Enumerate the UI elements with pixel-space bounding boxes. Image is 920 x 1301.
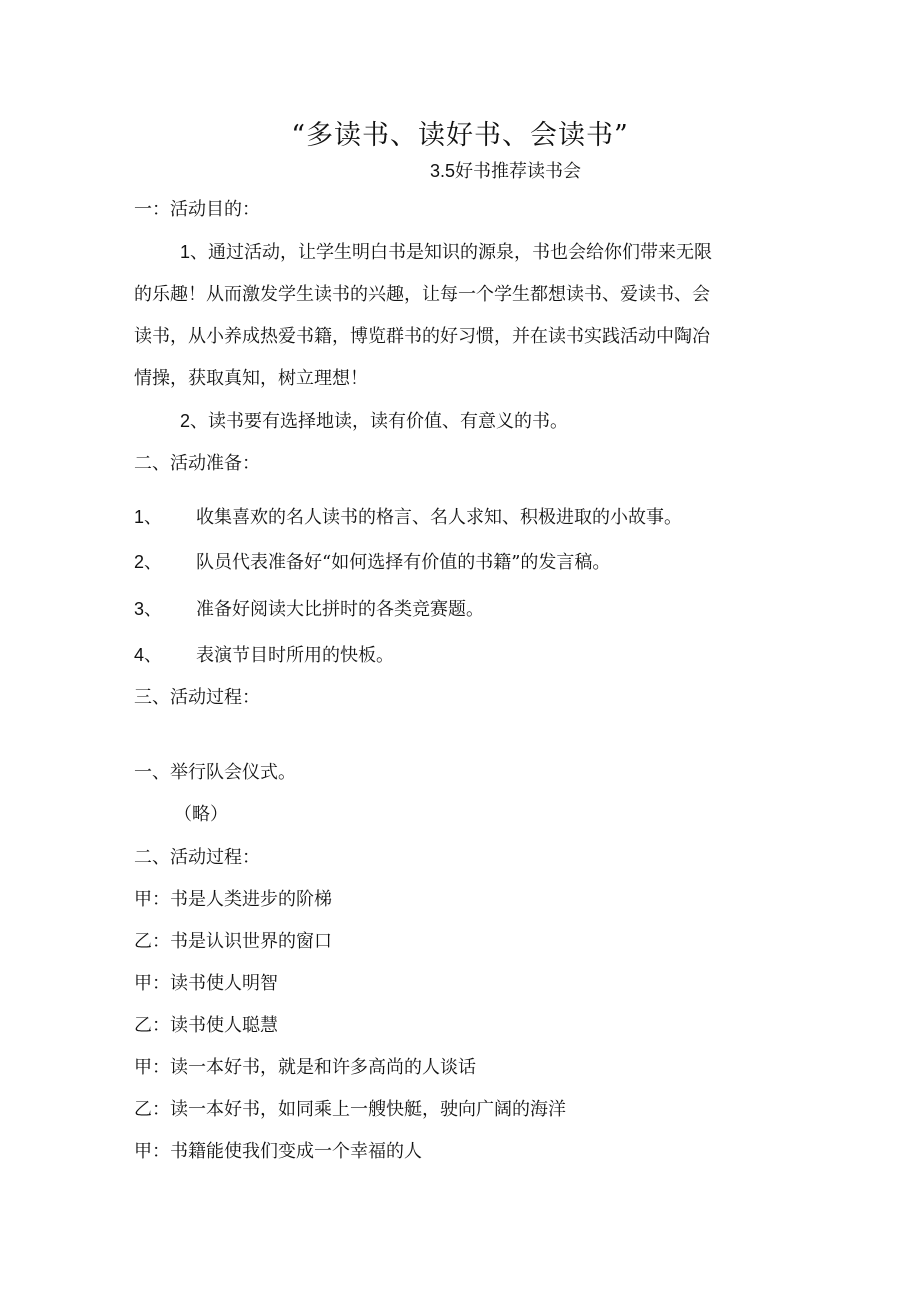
purpose-text: 、读书要有选择地读，读有价值、有意义的书。 xyxy=(190,411,569,432)
dialog-line: 乙：书是认识世界的窗口 xyxy=(134,931,332,952)
purpose-paragraph-1-line-4: 情操，获取真知，树立理想！ xyxy=(134,368,368,389)
process-step-ceremony: 一、举行队会仪式。 xyxy=(134,762,296,783)
document-subtitle xyxy=(430,157,581,183)
list-item-text: 队员代表准备好“如何选择有价值的书籍”的发言稿。 xyxy=(196,552,611,573)
purpose-paragraph-1-line-1 xyxy=(180,240,712,265)
purpose-paragraph-1-line-2: 的乐趣！从而激发学生读书的兴趣，让每一个学生都想读书、爱读书、会 xyxy=(134,284,710,305)
list-item xyxy=(134,597,484,622)
process-step-note: （略） xyxy=(174,804,228,825)
purpose-paragraph-1-line-3: 读书，从小养成热爱书籍，博览群书的好习惯，并在读书实践活动中陶冶 xyxy=(134,326,710,347)
list-item-number: 2、 xyxy=(134,552,163,572)
list-item-number: 1、 xyxy=(134,507,163,527)
list-item xyxy=(134,505,682,530)
dialog-line: 甲：书籍能使我们变成一个幸福的人 xyxy=(134,1141,422,1162)
dialog-line: 乙：读书使人聪慧 xyxy=(134,1015,278,1036)
section-heading-purpose: 一：活动目的： xyxy=(134,199,260,220)
purpose-paragraph-2 xyxy=(180,409,568,434)
dialog-line: 乙：读一本好书，如同乘上一艘快艇，驶向广阔的海洋 xyxy=(134,1099,566,1120)
list-item-number: 3、 xyxy=(134,599,163,619)
purpose-item-number: 1 xyxy=(180,242,191,262)
purpose-item-number: 2 xyxy=(180,411,191,431)
section-heading-preparation: 二、活动准备： xyxy=(134,453,260,474)
subtitle-text: 好书推荐读书会 xyxy=(455,161,582,182)
process-step-activity: 二、活动过程： xyxy=(134,847,260,868)
list-item xyxy=(134,643,394,668)
dialog-line: 甲：书是人类进步的阶梯 xyxy=(134,889,332,910)
subtitle-number: 3.5 xyxy=(430,161,456,181)
purpose-text: 、通过活动，让学生明白书是知识的源泉，书也会给你们带来无限 xyxy=(190,242,713,263)
list-item-text: 准备好阅读大比拼时的各类竞赛题。 xyxy=(196,599,484,620)
dialog-line: 甲：读一本好书，就是和许多高尚的人谈话 xyxy=(134,1057,476,1078)
section-heading-process: 三、活动过程： xyxy=(134,687,260,708)
list-item-text: 收集喜欢的名人读书的格言、名人求知、积极进取的小故事。 xyxy=(196,507,682,528)
list-item xyxy=(134,550,610,575)
list-item-number: 4、 xyxy=(134,645,163,665)
document-title: “多读书、读好书、会读书” xyxy=(291,120,629,151)
list-item-text: 表演节目时所用的快板。 xyxy=(196,645,394,666)
dialog-line: 甲：读书使人明智 xyxy=(134,973,278,994)
